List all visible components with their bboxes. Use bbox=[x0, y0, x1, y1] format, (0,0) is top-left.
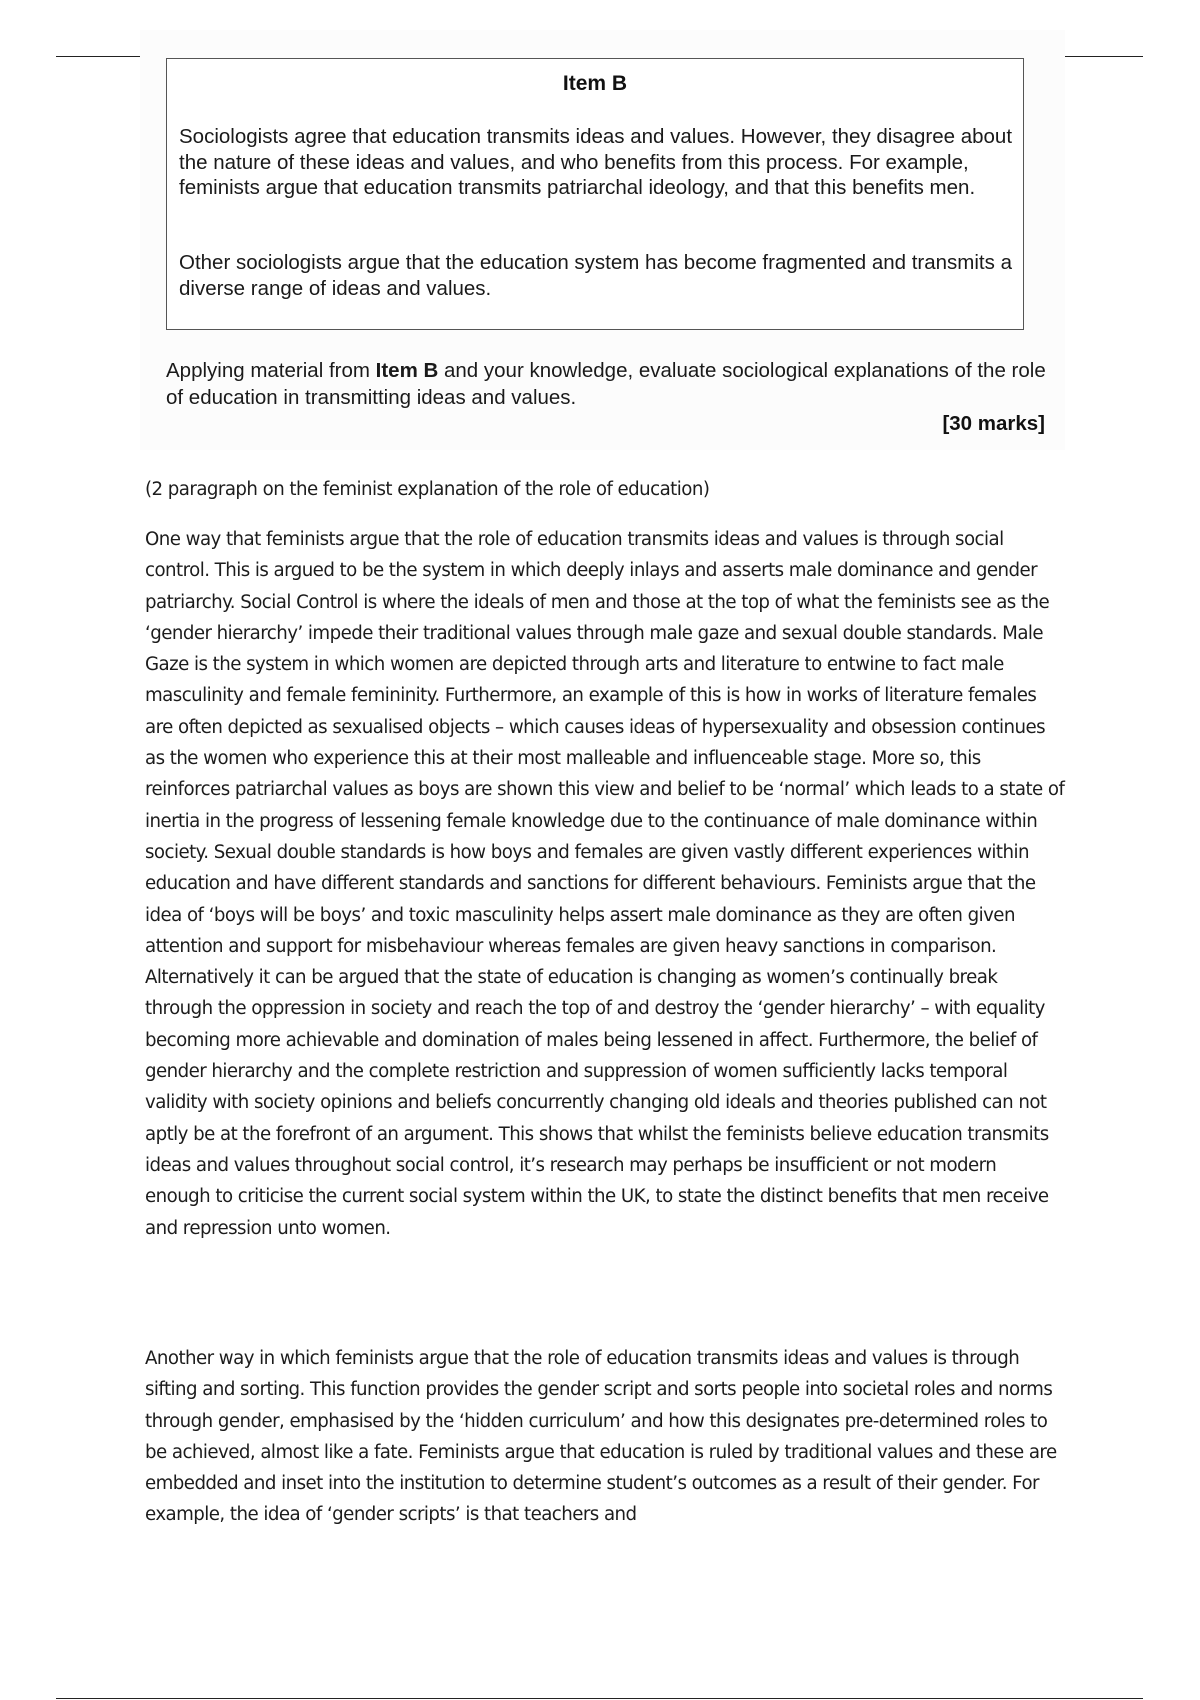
answer-heading: (2 paragraph on the feminist explanation of the role of education) bbox=[145, 479, 710, 500]
answer-paragraph: Another way in which feminists argue that the role of education transmits ideas and values is through sifting and sorting. This function provides the gender script and sorts people into societal roles and norms through gender, emphasised by the ‘hidden curriculum’ and how this designates pre-determined roles to be achieved, almost like a fate. Feminists argue that education is ruled by traditional values and these are embedded and inset into the institution to determine student’s outcomes as a result of their gender. For example, the idea of ‘gender scripts’ is that teachers and bbox=[145, 1348, 1057, 1526]
marks-label: [30 marks] bbox=[942, 412, 1045, 435]
question-item-reference: Item B bbox=[375, 359, 439, 382]
item-paragraph: Sociologists agree that education transmits ideas and values. However, they disagree about the nature of these ideas and values, and who benefits from this process. For example, feminists argue that education transmits patriarchal ideology, and that this benefits men. bbox=[179, 125, 1013, 199]
bottom-rule bbox=[56, 1698, 1143, 1699]
top-left-rule bbox=[56, 56, 145, 57]
question-suffix: and your knowledge, evaluate sociological explanations of the role of education in transmitting ideas and values. bbox=[166, 359, 1046, 409]
item-title: Item B bbox=[562, 72, 628, 95]
item-paragraph: Other sociologists argue that the education system has become fragmented and transmits a diverse range of ideas and values. bbox=[179, 251, 1012, 300]
exam-question bbox=[166, 357, 1046, 411]
top-right-rule bbox=[1052, 56, 1143, 57]
question-prefix: Applying material from bbox=[166, 359, 376, 382]
item-b-box bbox=[166, 58, 1024, 330]
answer-paragraph: One way that feminists argue that the role of education transmits ideas and values is through social control. This is argued to be the system in which deeply inlays and asserts male dominance and gender patriarchy. Social Control is where the ideals of men and those at the top of what the feminists see as the ‘gender hierarchy’ impede their traditional values through male gaze and sexual double standards. Male Gaze is the system in which women are depicted through arts and literature to entwine to fact male masculinity and female femininity. Furthermore, an example of this is how in works of literature females are often depicted as sexualised objects – which causes ideas of hypersexuality and obsession continues as the women who experience this at their most malleable and influenceable stage. More so, this reinforces patriarchal values as boys are shown this view and belief to be ‘normal’ which leads to a state of inertia in the progress of lessening female knowledge due to the continuance of male dominance within society. Sexual double standards is how boys and females are given vastly different experiences within education and have different standards and sanctions for different behaviours. Feminists argue that the idea of ‘boys will be boys’ and toxic masculinity helps assert male dominance as they are often given attention and support for misbehaviour whereas females are given heavy sanctions in comparison. Alternatively it can be argued that the state of education is changing as women’s continually break through the oppression in society and reach the top of and destroy the ‘gender hierarchy’ – with equality becoming more achievable and domination of males being lessened in affect. Furthermore, the belief of gender hierarchy and the complete restriction and suppression of women sufficiently lacks temporal validity with society opinions and beliefs concurrently changing old ideals and theories published can not aptly be at the forefront of an argument. This shows that whilst the feminists believe education transmits ideas and values throughout social control, it’s research may perhaps be insufficient or not modern enough to criticise the current social system within the UK, to state the distinct benefits that men receive and repression unto women. bbox=[145, 529, 1065, 1239]
